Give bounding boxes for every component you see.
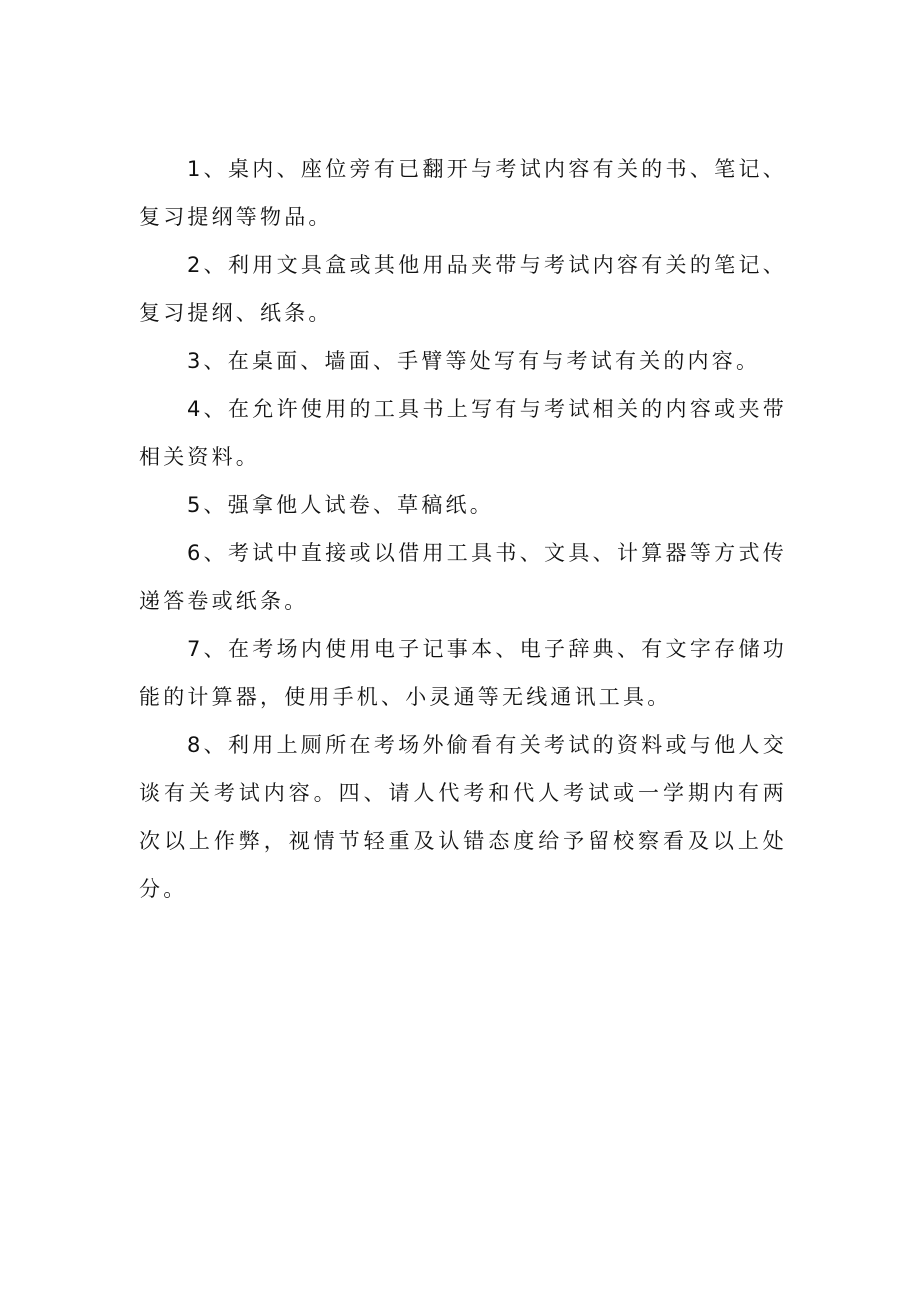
paragraph-2: 2、利用文具盒或其他用品夹带与考试内容有关的笔记、复习提纲、纸条。	[139, 253, 787, 325]
paragraph-3: 3、在桌面、墙面、手臂等处写有与考试有关的内容。	[187, 349, 761, 373]
paragraph-1: 1、桌内、座位旁有已翻开与考试内容有关的书、笔记、复习提纲等物品。	[139, 157, 787, 229]
paragraph-8: 8、利用上厕所在考场外偷看有关考试的资料或与他人交谈有关考试内容。四、请人代考和代人考试或一学期内有两次以上作弊，视情节轻重及认错态度给予留校察看及以上处分。	[139, 733, 787, 901]
paragraph-7: 7、在考场内使用电子记事本、电子辞典、有文字存储功能的计算器，使用手机、小灵通等无线通讯工具。	[139, 637, 787, 709]
document-body	[139, 145, 787, 913]
paragraph-5: 5、强拿他人试卷、草稿纸。	[187, 493, 494, 517]
paragraph-6: 6、考试中直接或以借用工具书、文具、计算器等方式传递答卷或纸条。	[139, 541, 787, 613]
paragraph-4: 4、在允许使用的工具书上写有与考试相关的内容或夹带相关资料。	[139, 397, 787, 469]
